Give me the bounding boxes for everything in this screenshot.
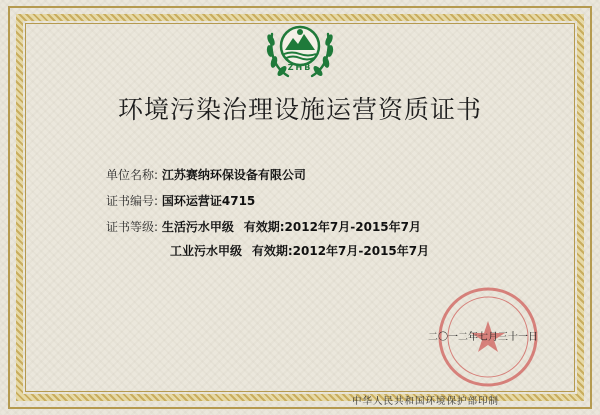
number-row: [106, 192, 255, 209]
validity-label: 有效期:: [243, 220, 285, 234]
grade-label: 证书等级:: [106, 220, 159, 234]
validity-label: 有效期:: [251, 244, 293, 258]
unit-row: [106, 166, 306, 183]
grade-name: 生活污水甲级: [161, 220, 234, 234]
unit-label: 单位名称:: [106, 168, 159, 182]
printer-note: 中华人民共和国环境保护部印制: [352, 396, 500, 407]
grade-name: 工业污水甲级: [170, 244, 243, 258]
emblem-letters: ZHB: [287, 63, 313, 72]
validity-value: 2012年7月-2015年7月: [284, 220, 422, 234]
number-label: 证书编号:: [106, 194, 159, 208]
unit-value: 江苏赛纳环保设备有限公司: [161, 168, 306, 182]
validity-value: 2012年7月-2015年7月: [292, 244, 430, 258]
certificate-title: 环境污染治理设施运营资质证书: [117, 95, 482, 124]
grade-row-1: [106, 218, 421, 235]
issue-date: 二〇一二年七月三十一日: [428, 332, 538, 343]
number-value: 国环运营证4715: [161, 194, 256, 208]
zhb-emblem-icon: [258, 16, 342, 84]
grade-row-2: [170, 242, 429, 259]
